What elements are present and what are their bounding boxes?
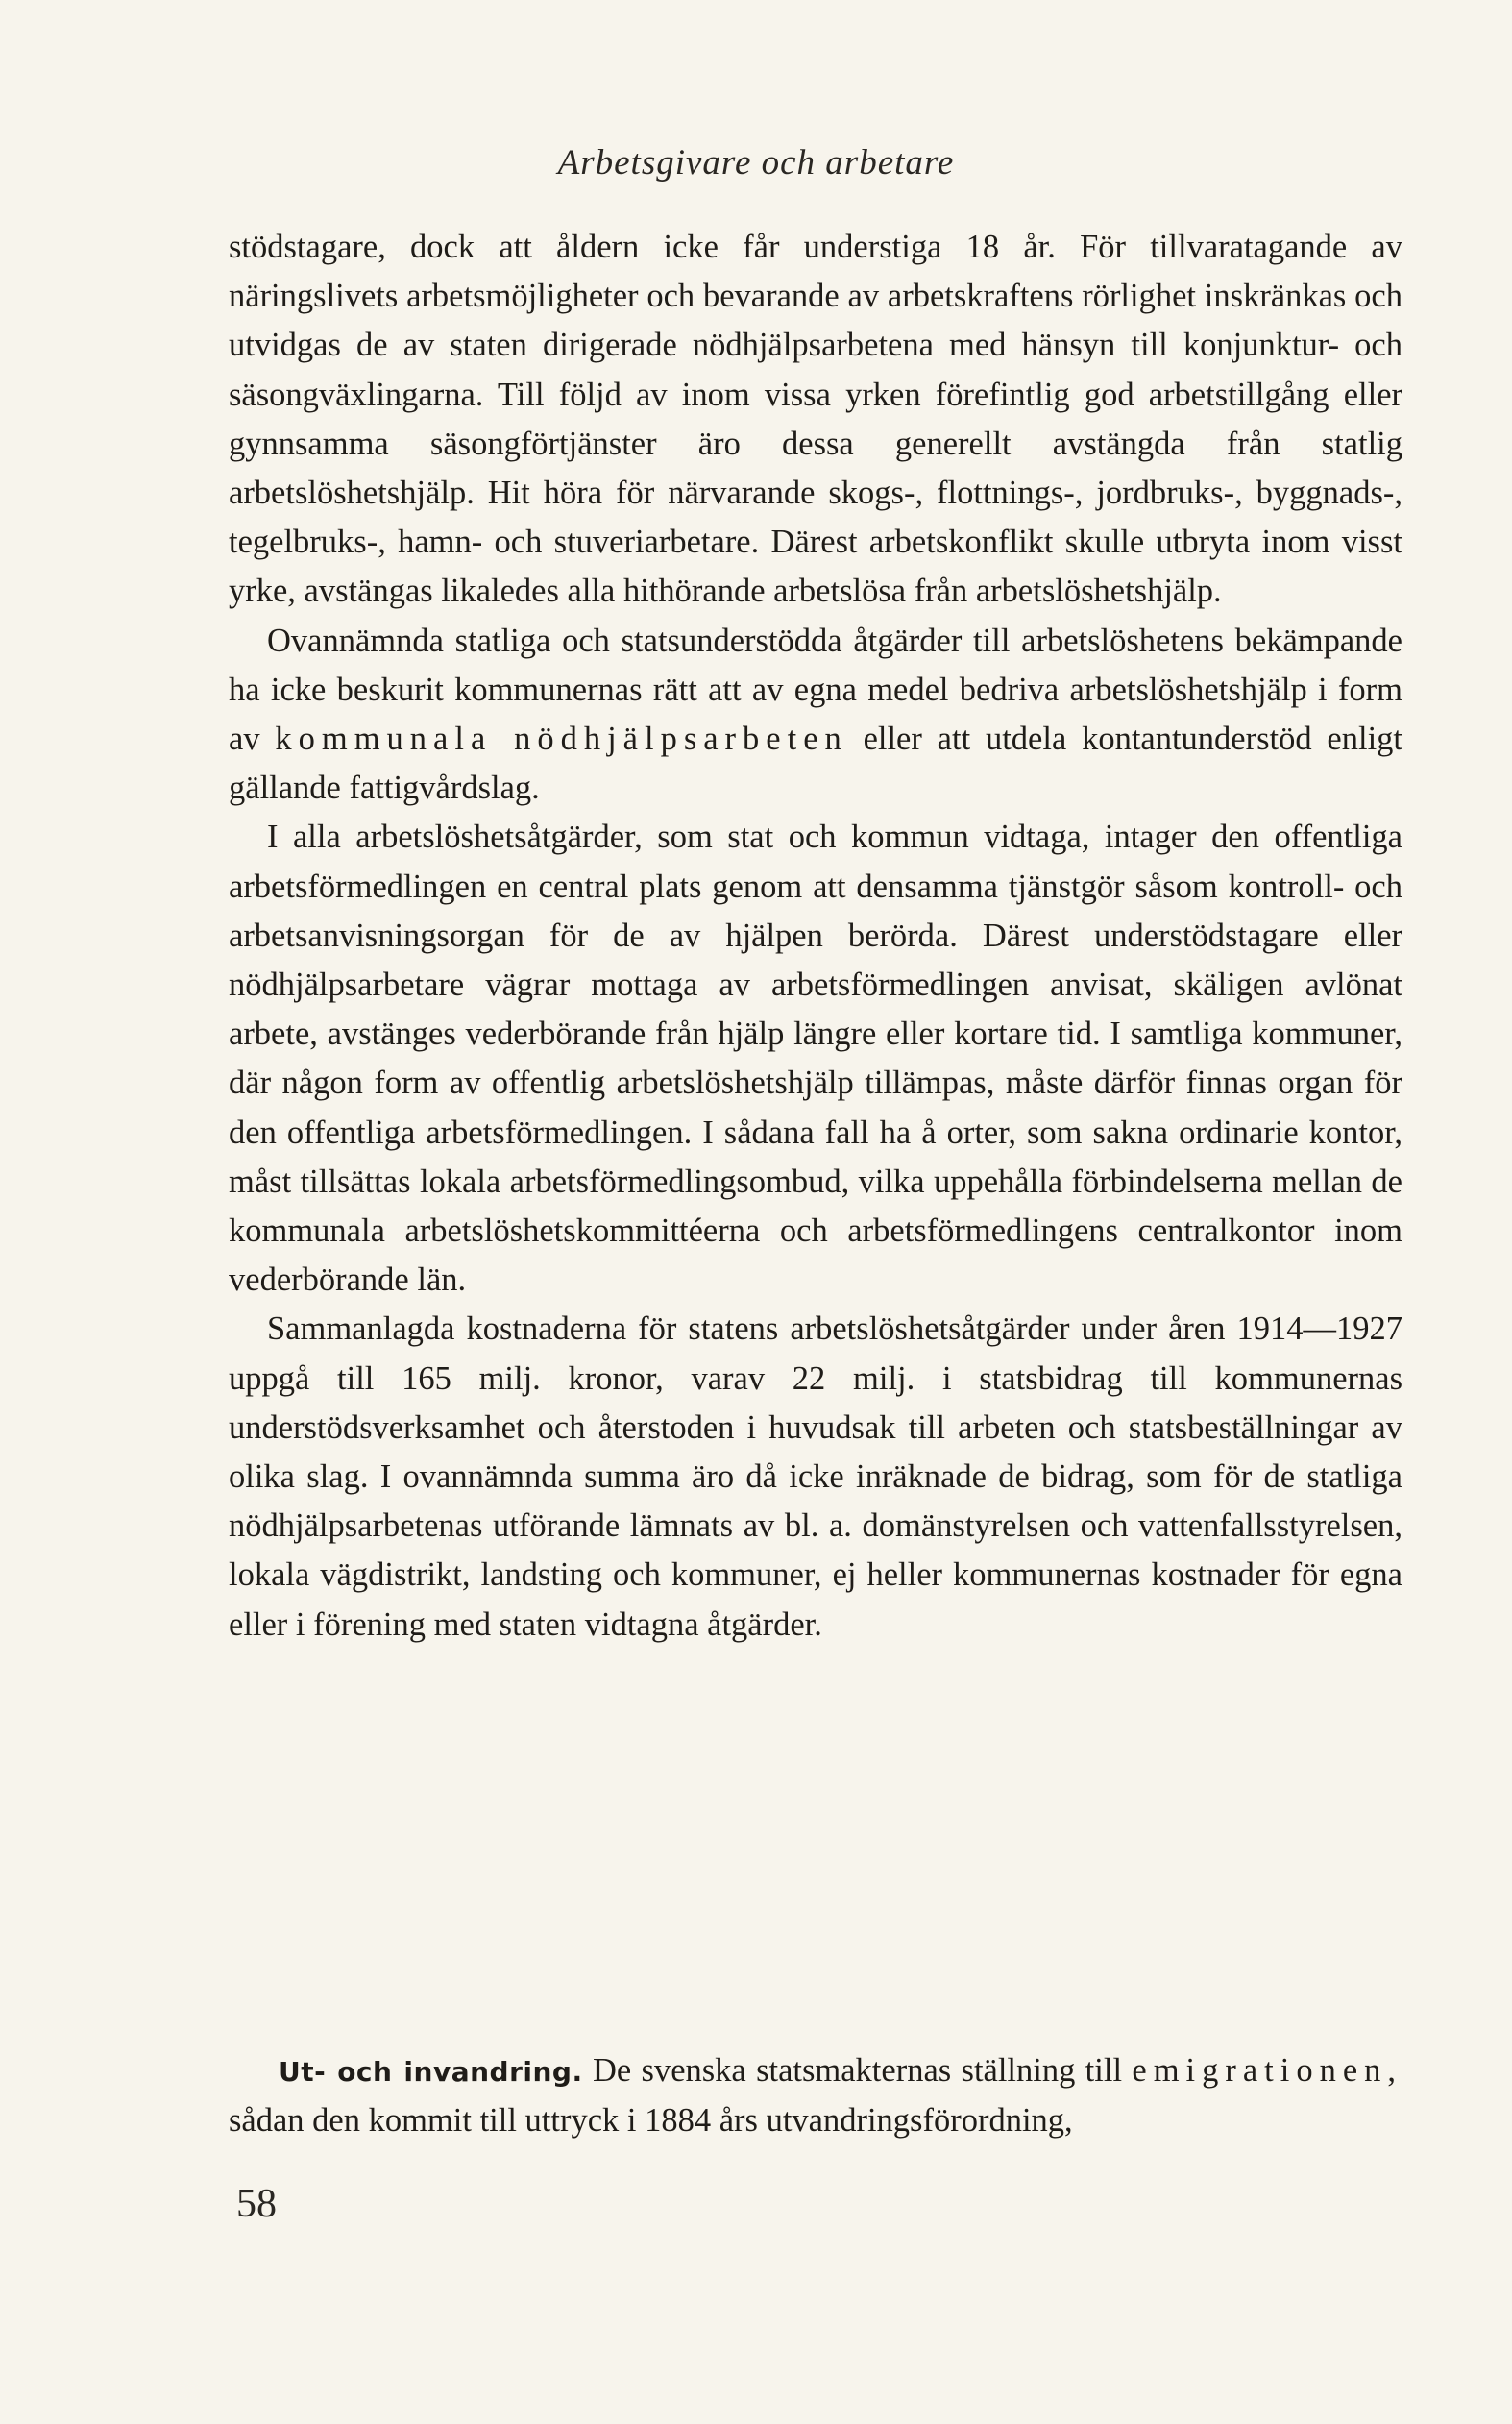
section-text-end: sådan den kommit till uttryck i 1884 års utvandringsförordning, — [229, 2102, 1073, 2140]
emphasis-kommunala-nodhjalpsarbeten: kommunala nödhjälpsarbeten — [275, 721, 848, 758]
paragraph-4: Sammanlagda kostnaderna för statens arbetslöshetsåtgärder under åren 1914—1927 uppgå till 165 milj. kronor, varav 22 milj. i statsbidrag till kommunernas understödsverksamhet och återstoden i huvudsak till arbeten och statsbeställningar av olika slag. I ovannämnda summa äro då icke inräknade de bidrag, som för de statliga nödhjälpsarbetenas utförande lämnats av bl. a. domänstyrelsen och vattenfallsstyrelsen, lokala vägdistrikt, landsting och kommuner, ej heller kommunernas kostnader för egna eller i förening med staten vidtagna åtgärder. — [229, 1310, 1402, 1643]
paragraph-2-end: eller att utdela kontantunderstöd enligt gällande fattigvårdslag. — [229, 721, 1402, 807]
section-text-start: De svenska statsmakternas ställning till — [592, 2052, 1123, 2089]
paragraph-2 — [229, 617, 1402, 814]
section-ut-och-invandring — [229, 2046, 1402, 2145]
emphasis-emigrationen: emigrationen, — [1132, 2052, 1403, 2089]
paragraph-2-start: Ovannämnda statliga och statsunderstödda åtgärder till arbetslöshetens bekämpande ha icke beskurit kommunernas rätt att av egna medel bedriva arbetslöshetshjälp i form av — [229, 622, 1402, 758]
section-paragraph — [229, 2046, 1402, 2145]
body-text — [229, 223, 1402, 1650]
section-heading: Ut- och invandring. — [279, 2056, 583, 2088]
paragraph-1: stödstagare, dock att åldern icke får understiga 18 år. För tillvaratagande av näringslivets arbetsmöjligheter och bevarande av arbetskraftens rörlighet inskränkas och utvidgas de av staten dirigerade nödhjälpsarbetena med hänsyn till konjunktur- och säsongväxlingarna. Till följd av inom vissa yrken förefintlig god arbetstillgång eller gynnsamma säsongförtjänster äro dessa generellt avstängda från statlig arbetslöshetshjälp. Hit höra för närvarande skogs-, flottnings-, jordbruks-, byggnads-, tegelbruks-, hamn- och stuveriarbetare. Därest arbetskonflikt skulle utbryta inom visst yrke, avstängas likaledes alla hithörande arbetslösa från arbetslöshetshjälp. — [229, 229, 1402, 610]
paragraph-3: I alla arbetslöshetsåtgärder, som stat och kommun vidtaga, intager den offentliga arbetsförmedlingen en central plats genom att densamma tjänstgör såsom kontroll- och arbetsanvisningsorgan för de av hjälpen berörda. Därest understödstagare eller nödhjälpsarbetare vägrar mottaga av arbetsförmedlingen anvisat, skäligen avlönat arbete, avstänges vederbörande från hjälp längre eller kortare tid. I samtliga kommuner, där någon form av offentlig arbetslöshetshjälp tillämpas, måste därför finnas organ för den offentliga arbetsförmedlingen. I sådana fall ha å orter, som sakna ordinarie kontor, måst tillsättas lokala arbetsförmedlingsombud, vilka uppehålla förbindelserna mellan de kommunala arbetslöshetskommittéerna och arbetsförmedlingens centralkontor inom vederbörande län. — [229, 819, 1402, 1299]
running-head: Arbetsgivare och arbetare — [557, 143, 955, 183]
page-number: 58 — [236, 2182, 277, 2226]
